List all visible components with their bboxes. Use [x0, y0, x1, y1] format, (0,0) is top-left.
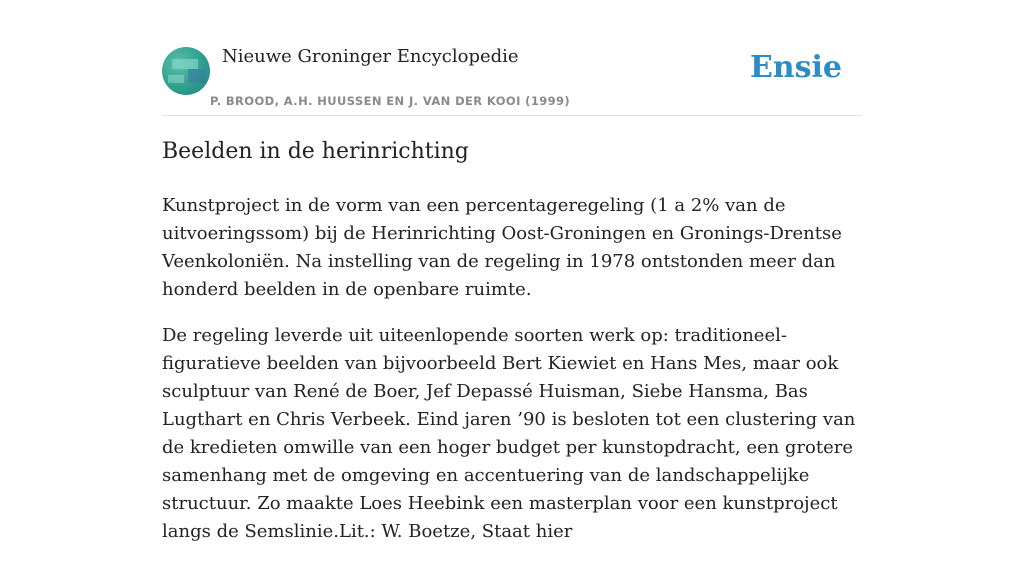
cover-decoration	[168, 75, 184, 83]
article-paragraph: De regeling leverde uit uiteenlopende soorten werk op: traditioneel-figuratieve beelden van bijvoorbeeld Bert Kiewiet en Hans Mes, maar ook sculptuur van René de Boer, Jef Depassé Huisman, Siebe Hansma, Bas Lugthart en Chris Verbeek. Eind jaren ’90 is besloten tot een clustering van de kredieten omwille van een hoger budget per kunstopdracht, een grotere samenhang met de omgeving en accentuering van de landschappelijke structuur. Zo maakte Loes Heebink een masterplan voor een kunstproject langs de Semslinie.Lit.: W. Boetze, Staat hier	[162, 325, 856, 542]
cover-decoration	[188, 69, 206, 83]
cover-decoration	[172, 59, 198, 69]
book-authors: P. BROOD, A.H. HUUSSEN EN J. VAN DER KOOI (1999)	[210, 94, 571, 108]
article-paragraph: Kunstproject in de vorm van een percentageregeling (1 a 2% van de uitvoeringssom) bij de Herinrichting Oost-Groningen en Gronings-Drentse Veenkoloniën. Na instelling van de regeling in 1978 ontstonden meer dan honderd beelden in de openbare ruimte.	[162, 195, 842, 300]
book-cover-image[interactable]	[162, 47, 210, 95]
book-title-link[interactable]: Nieuwe Groninger Encyclopedie	[222, 46, 519, 67]
ensie-logo-link[interactable]: Ensie	[749, 50, 842, 85]
article-title: Beelden in de herinrichting	[162, 139, 469, 164]
book-header	[162, 0, 862, 116]
article-body	[162, 192, 862, 564]
